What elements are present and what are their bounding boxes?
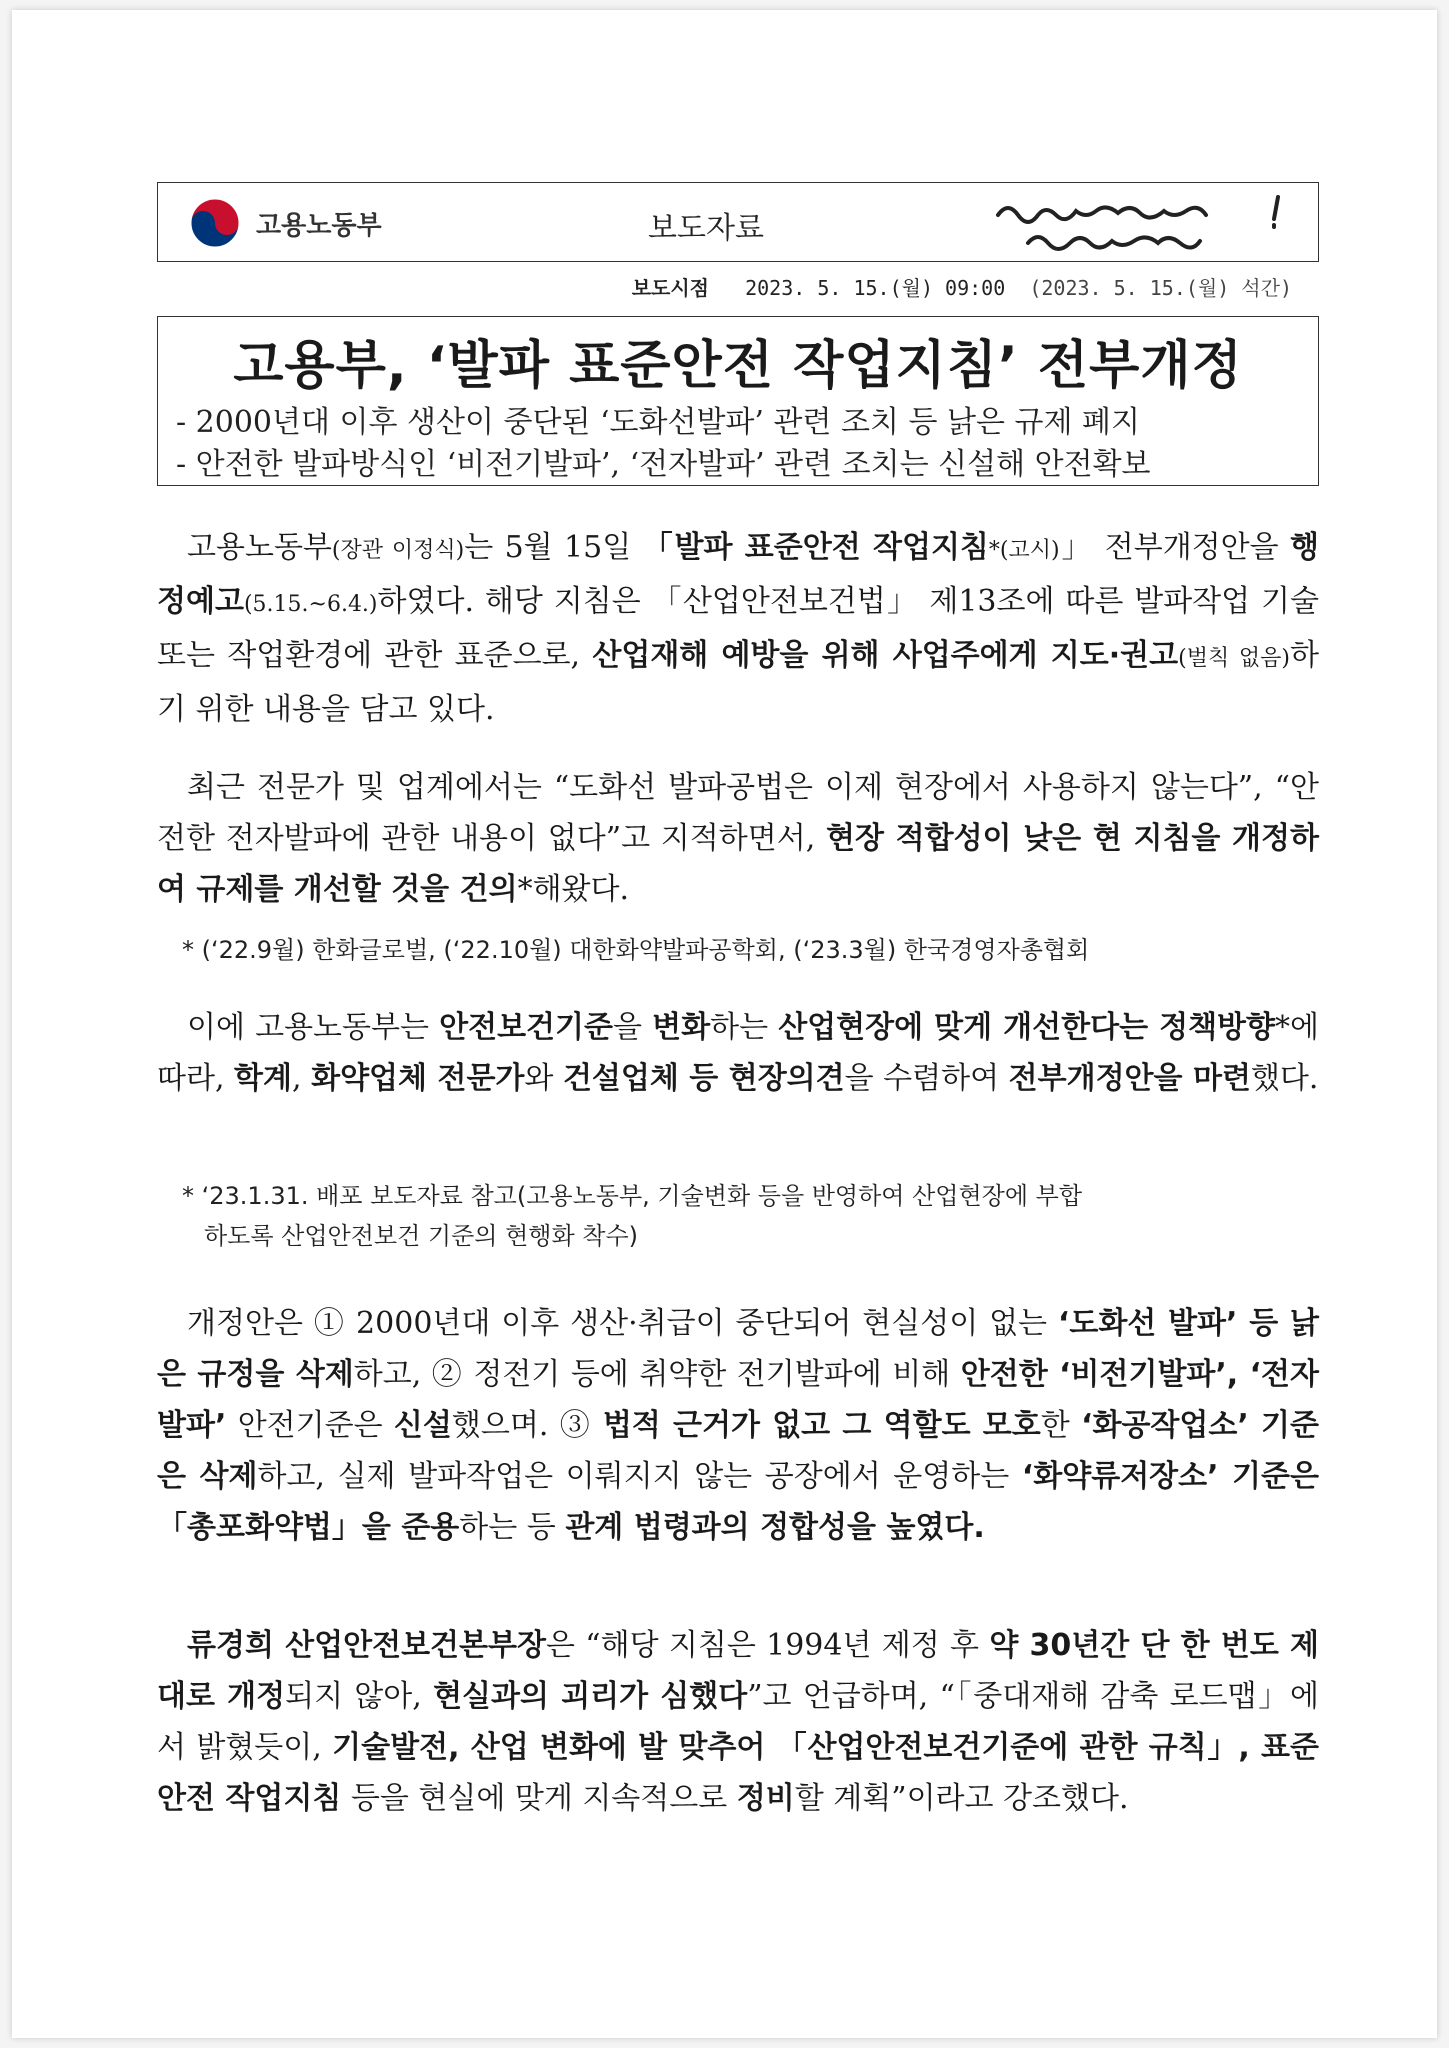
release-time-label: 보도시점 <box>631 276 709 300</box>
footnote-2 <box>182 1176 1322 1256</box>
subtitle-1: - 2000년대 이후 생산이 중단된 ‘도화선발파’ 관련 조치 등 낡은 규제 폐지 <box>176 405 1140 440</box>
footnote-2-line2: 하도록 산업안전보건 기준의 현행화 착수) <box>204 1222 639 1250</box>
paragraph-5: 류경희 산업안전보건본부장은 “해당 지침은 1994년 제정 후 약 30년간 단 한 번도 제대로 개정되지 않아, 현실과의 괴리가 심했다”고 언급하며, “「중대재해 감축 로드맵」에서 밝혔듯이, 기술발전, 산업 변화에 발 맞추어 「산업안전보건기준에 관한 규칙」, 표준안전 작업지침 등을 현실에 맞게 지속적으로 정비할 계획”이라고 강조했다. <box>157 1628 1319 1816</box>
release-time <box>632 272 1292 301</box>
page-title: 고용부, ‘발파 표준안전 작업지침’ 전부개정 <box>233 336 1243 396</box>
ministry-logo-text: 고용노동부 <box>256 211 382 241</box>
release-datetime: 2023. 5. 15.(월) 09:00 <box>745 276 1006 300</box>
paragraph-2: 최근 전문가 및 업계에서는 “도화선 발파공법은 이제 현장에서 사용하지 않는다”, “안전한 전자발파에 관한 내용이 없다”고 지적하면서, 현장 적합성이 낮은 현 지침을 개정하여 규제를 개선할 것을 건의*해왔다. <box>157 770 1320 907</box>
handwritten-slogan <box>988 189 1308 257</box>
footnote-2-line1: * ‘23.1.31. 배포 보도자료 참고(고용노동부, 기술변화 등을 반영하여 산업현장에 부합 <box>182 1182 1083 1210</box>
paragraph-3: 이에 고용노동부는 안전보건기준을 변화하는 산업현장에 맞게 개선한다는 정책방향*에 따라, 학계, 화약업체 전문가와 건설업체 등 현장의견을 수렴하여 전부개정안을 마련했다. <box>157 1010 1319 1096</box>
press-release-header <box>157 182 1319 262</box>
government-emblem-icon <box>186 197 244 249</box>
paragraph-1: 고용노동부(장관 이정식)는 5월 15일 「발파 표준안전 작업지침*(고시)」 전부개정안을 행정예고(5.15.~6.4.)하였다. 해당 지침은 「산업안전보건법」 제13조에 따른 발파작업 기술 또는 작업환경에 관한 표준으로, 산업재해 예방을 위해 사업주에게 지도·권고(벌칙 없음)하기 위한 내용을 담고 있다. <box>157 530 1320 727</box>
paragraph-4: 개정안은 ① 2000년대 이후 생산·취급이 중단되어 현실성이 없는 ‘도화선 발파’ 등 낡은 규정을 삭제하고, ② 정전기 등에 취약한 전기발파에 비해 안전한 ‘비전기발파’, ‘전자발파’ 안전기준은 신설했으며. ③ 법적 근거가 없고 그 역할도 모호한 ‘화공작업소’ 기준은 삭제하고, 실제 발파작업은 이뤄지지 않는 공장에서 운영하는 ‘화약류저장소’ 기준은 「총포화약법」을 준용하는 등 관계 법령과의 정합성을 높였다. <box>157 1306 1320 1545</box>
release-note: (2023. 5. 15.(월) 석간) <box>1029 276 1292 300</box>
footnote-1: * (‘22.9월) 한화글로벌, (‘22.10월) 대한화약발파공학회, (‘23.3월) 한국경영자총협회 <box>182 936 1090 964</box>
document-type-label: 보도자료 <box>648 211 764 246</box>
subtitle-2: - 안전한 발파방식인 ‘비전기발파’, ‘전자발파’ 관련 조치는 신설해 안전확보 <box>176 447 1151 482</box>
title-box <box>157 316 1319 486</box>
document-page <box>12 10 1437 2038</box>
